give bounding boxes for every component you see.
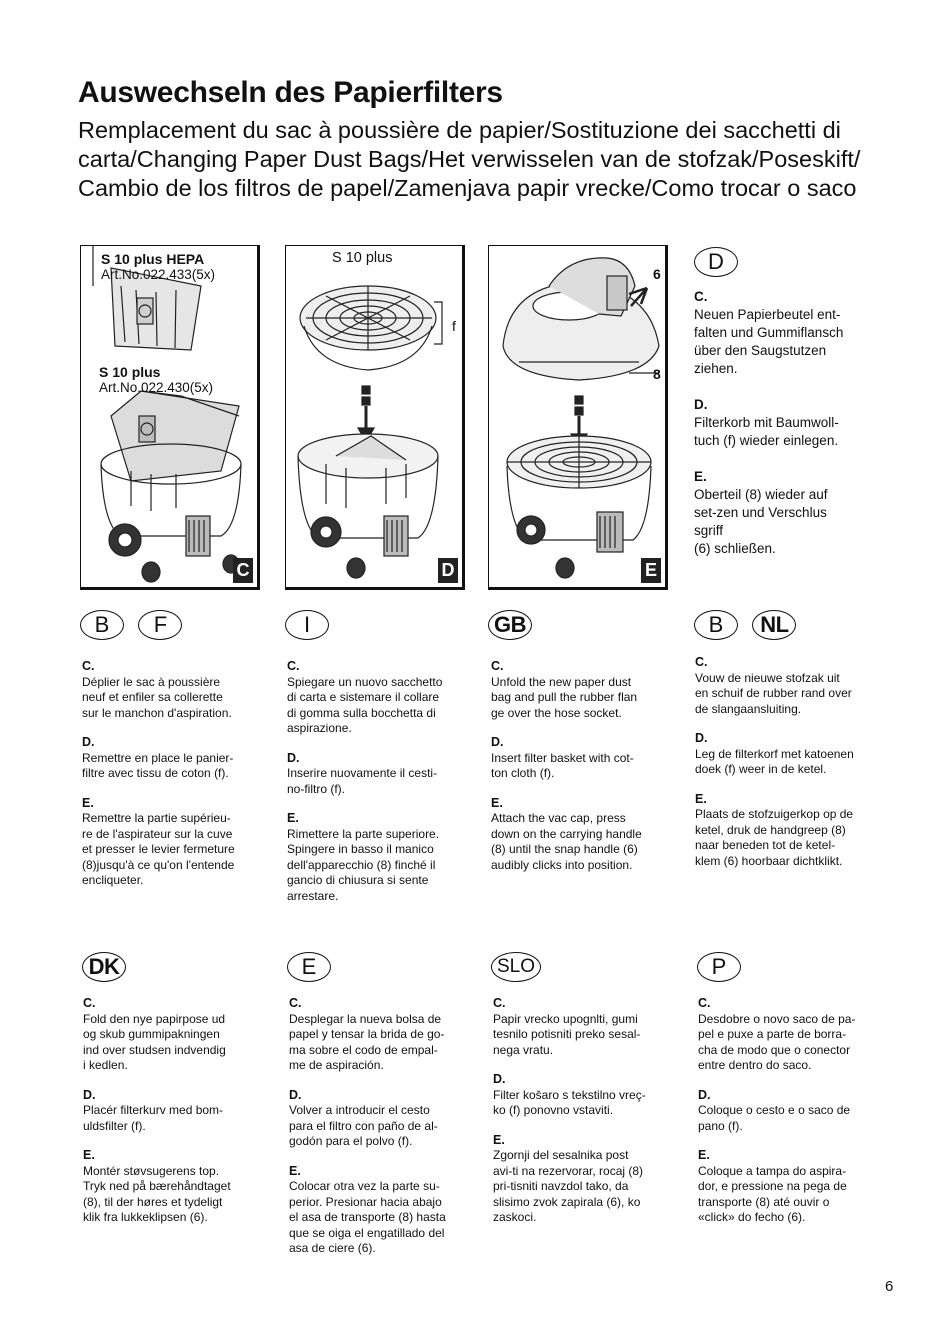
lang-code-dk: DK	[82, 952, 126, 982]
language-codes-p	[697, 952, 751, 986]
language-codes-dk	[82, 952, 136, 986]
step-e-text: Attach the vac cap, press down on the carrying handle (8) until the snap handle (6) audibly clicks into position.	[491, 811, 642, 872]
step-d-text: Filter košaro s tekstilno vreç- ko (f) ponovno vstaviti.	[493, 1087, 646, 1117]
step-d-label: D.	[491, 735, 504, 749]
step-badge-c: C	[233, 558, 253, 583]
step-c-text: Papir vrecko upognlti, gumi tesnilo potisniti preko sesal- nega vratu.	[493, 1011, 641, 1057]
step-d-text: Leg de filterkorf met katoenen doek (f) weer in de ketel.	[695, 746, 854, 776]
page-number: 6	[885, 1278, 894, 1295]
step-d-label: D.	[82, 735, 95, 749]
vacuum-top-illustration	[489, 246, 668, 590]
step-d-label: D.	[698, 1087, 711, 1102]
step-e-label: E.	[694, 469, 707, 484]
lang-code-nl: NL	[752, 610, 796, 640]
step-d-text: Volver a introducir el cesto para el filtro con paño de al- godón para el polvo (f).	[289, 1103, 438, 1148]
callout-6: 6	[653, 266, 661, 282]
callout-8: 8	[653, 366, 661, 382]
instructions-slo	[493, 996, 688, 1226]
figure-step-c	[80, 245, 260, 590]
step-d-text: Remettre en place le panier- filtre avec tissu de coton (f).	[82, 750, 234, 780]
instructions-de	[694, 288, 889, 558]
page-subtitle: Remplacement du sac à poussière de papier/Sostituzione dei sacchetti di carta/Changing Paper Dust Bags/Het verwisselen van de stofzak/Poseskift/ Cambio de los filtros de papel/Zamenjava papir vrecke/Como trocar o saco	[78, 117, 861, 201]
step-d-label: D.	[493, 1072, 506, 1086]
step-e-label: E.	[695, 791, 707, 806]
page-title: Auswechseln des Papierfilters	[78, 76, 503, 109]
step-e-text: Plaats de stofzuigerkop op de ketel, druk de handgreep (8) naar beneden tot de ketel- klem (6) hoorbaar dichtklikt.	[695, 807, 854, 868]
step-e-label: E.	[491, 795, 503, 810]
step-c-text: Desplegar la nueva bolsa de papel y tensar la brida de go- ma sobre el codo de empal- me de aspiración.	[289, 1011, 445, 1072]
step-e-text: Colocar otra vez la parte su- perior. Presionar hacia abajo el asa de transporte (8) hasta que se oiga el engatillado del asa de ciere (6).	[289, 1179, 446, 1255]
language-codes-gb	[488, 610, 542, 644]
language-codes-de	[694, 247, 748, 281]
step-c-text: Spiegare un nuovo sacchetto di carta e sistemare il collare di gomma sulla bocchetta di aspirazione.	[287, 674, 443, 735]
step-c-label: C.	[82, 659, 95, 673]
step-c-label: C.	[698, 996, 711, 1010]
step-e-text: Coloque a tampa do aspira- dor, e pressione na pega de transporte (8) até ouvir o «click» do fecho (6).	[698, 1163, 847, 1224]
instructions-es	[289, 996, 484, 1257]
step-e-text: Zgornji del sesalnika post avi-ti na rezervorar, rocaj (8) pri-tisniti navzdol tako, da slisimo zvok zapirala (6), ko zaskoci.	[493, 1148, 644, 1224]
step-badge-e: E	[641, 558, 661, 583]
step-c-text: Fold den nye papirpose ud og skub gummipakningen ind over studsen indvendig i kedlen.	[83, 1011, 226, 1072]
step-c-label: C.	[491, 659, 504, 673]
instructions-it	[287, 659, 477, 904]
lang-code-p: P	[697, 952, 741, 982]
artno-plus: Art.No.022.430(5x)	[99, 380, 214, 395]
step-badge-d: D	[438, 558, 458, 583]
step-c-label: C.	[695, 655, 708, 669]
lang-code-gb: GB	[488, 610, 532, 640]
lang-code-b: B	[694, 610, 738, 640]
step-e-label: E.	[287, 811, 299, 825]
step-d-label: D.	[287, 750, 300, 765]
step-c-text: Desdobre o novo saco de pa- pel e puxe a parte de borra- cha de modo que o conector entre dentro do saco.	[698, 1011, 856, 1072]
step-c-text: Vouw de nieuwe stofzak uit en schuif de rubber rand over de slangaansluiting.	[695, 670, 852, 716]
instructions-fr	[82, 659, 272, 889]
figure-step-d	[285, 245, 465, 590]
step-d-label: D.	[289, 1087, 302, 1102]
language-codes-bnl	[694, 610, 806, 644]
step-d-text: Inserire nuovamente il cesti- no-filtro (f).	[287, 766, 438, 796]
step-e-label: E.	[698, 1148, 710, 1162]
step-e-text: Remettre la partie supérieu- re de l'aspirateur sur la cuve et presser le levier fermeture (8)jusqu'à ce qu'on l'entende encliqueter.	[82, 811, 235, 887]
language-codes-i	[285, 610, 339, 644]
language-codes-e	[287, 952, 341, 986]
language-codes-slo	[491, 952, 551, 986]
lang-code: D	[694, 247, 738, 277]
step-e-text: Rimettere la parte superiore. Spingere in basso il manico dell'apparecchio (8) finché il gancio di chiusura si sente arrestare.	[287, 826, 440, 903]
step-e-label: E.	[493, 1132, 505, 1147]
step-c-label: C.	[493, 996, 506, 1010]
lang-code-slo: SLO	[491, 952, 541, 982]
step-c-label: C.	[83, 996, 96, 1010]
instructions-en	[491, 659, 681, 873]
step-c-label: C.	[287, 659, 300, 673]
step-d-text: Placér filterkurv med bom- uldsfilter (f).	[83, 1103, 224, 1133]
lang-code-b: B	[80, 610, 124, 640]
vacuum-bag-illustration	[81, 246, 260, 590]
step-e-text: Oberteil (8) wieder auf set-zen und Verschlus sgriff (6) schließen.	[694, 487, 828, 556]
instructions-pt	[698, 996, 898, 1226]
step-d-text: Filterkorb mit Baumwoll- tuch (f) wieder einlegen.	[694, 415, 839, 448]
step-d-label: D.	[695, 731, 708, 745]
step-e-label: E.	[289, 1163, 301, 1178]
language-codes-bf	[80, 610, 192, 644]
step-e-text: Montér støvsugerens top. Tryk ned på bærehåndtaget (8), til der høres et tydeligt klik fra lukkeklipsen (6).	[83, 1163, 231, 1224]
lang-code-f: F	[138, 610, 182, 640]
step-d-label: D.	[694, 397, 708, 412]
instructions-dk	[83, 996, 273, 1226]
step-c-text: Neuen Papierbeutel ent- falten und Gummiflansch über den Saugstutzen ziehen.	[694, 307, 844, 376]
model-plus-label: S 10 plus	[99, 364, 161, 380]
step-e-label: E.	[83, 1148, 95, 1162]
model-label: S 10 plus	[332, 250, 393, 266]
artno-hepa: Art.No.022.433(5x)	[101, 267, 216, 282]
step-c-text: Unfold the new paper dust bag and pull the rubber flan ge over the hose socket.	[491, 674, 638, 720]
step-c-label: C.	[289, 996, 302, 1010]
instructions-nl	[695, 655, 895, 869]
step-d-text: Coloque o cesto e o saco de pano (f).	[698, 1103, 851, 1133]
figure-step-e	[488, 245, 668, 590]
model-hepa-label: S 10 plus HEPA	[101, 251, 205, 267]
lang-code-e: E	[287, 952, 331, 982]
step-c-label: C.	[694, 289, 708, 304]
step-c-text: Déplier le sac à poussière neuf et enfiler sa collerette sur le manchon d'aspiration.	[82, 674, 232, 720]
lang-code-i: I	[285, 610, 329, 640]
step-d-text: Insert filter basket with cot- ton cloth (f).	[491, 750, 634, 780]
step-e-label: E.	[82, 795, 94, 810]
step-d-label: D.	[83, 1087, 96, 1102]
filter-basket-illustration	[286, 246, 465, 590]
callout-f: f	[452, 318, 456, 334]
